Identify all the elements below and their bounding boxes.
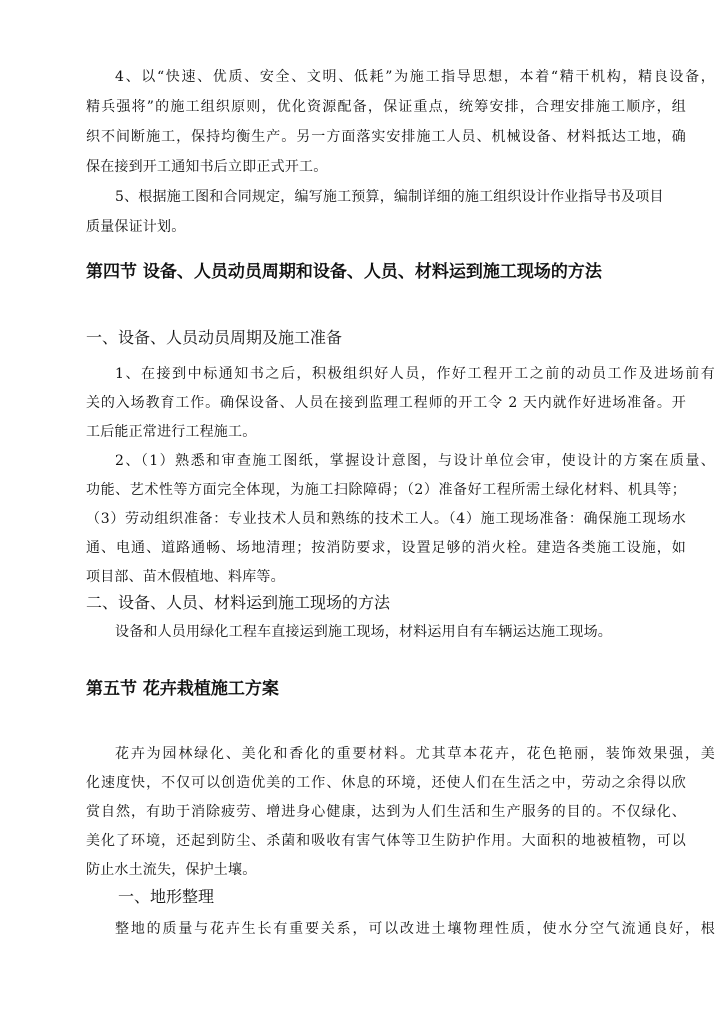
paragraph-line: 1、在接到中标通知书之后，积极组织好人员，作好工程开工之前的动员工作及进场前有 [115,366,715,382]
paragraph-line: 美化了环境，还起到防尘、杀菌和吸收有害气体等卫生防护作用。大面积的地被植物，可以 [86,833,686,849]
paragraph-line: 保在接到开工通知书后立即正式开工。 [86,159,328,175]
paragraph-line: 2、（1）熟悉和审查施工图纸，掌握设计意图，与设计单位会审，使设计的方案在质量、 [115,453,715,469]
paragraph-line: 工后能正常进行工程施工。 [86,424,257,440]
subsection-heading: 二、设备、人员、材料运到施工现场的方法 [86,593,391,612]
paragraph-line: 精兵强将”的施工组织原则，优化资源配备，保证重点，统筹安排，合理安排施工顺序，组 [86,99,686,115]
paragraph-line: 化速度快，不仅可以创造优美的工作、休息的环境，还使人们在生活之中，劳动之余得以欣 [86,775,686,791]
section-heading: 第四节 设备、人员动员周期和设备、人员、材料运到施工现场的方法 [86,262,602,282]
paragraph-line: 4、以“快速、优质、安全、文明、低耗”为施工指导思想，本着“精干机构，精良设备， [115,69,715,85]
paragraph-line: 质量保证计划。 [86,219,186,235]
paragraph-line: 花卉为园林绿化、美化和香化的重要材料。尤其草本花卉，花色艳丽，装饰效果强，美 [115,746,715,762]
paragraph-line: 项目部、苗木假植地、料库等。 [86,569,285,585]
paragraph-line: 通、电通、道路通畅、场地清理；按消防要求，设置足够的消火栓。建造各类施工设施，如 [86,540,686,556]
paragraph-line: 赏自然，有助于消除疲劳、增进身心健康，达到为人们生活和生产服务的目的。不仅绿化、 [86,804,686,820]
paragraph-line: 整地的质量与花卉生长有重要关系，可以改进土壤物理性质，使水分空气流通良好，根 [115,921,715,937]
subsection-heading: 一、地形整理 [118,887,215,906]
paragraph-line: 5、根据施工图和合同规定，编写施工预算，编制详细的施工组织设计作业指导书及项目 [115,189,664,205]
paragraph-line: 设备和人员用绿化工程车直接运到施工现场，材料运用自有车辆运达施工现场。 [115,624,612,640]
paragraph-line: 功能、艺术性等方面完全体现，为施工扫除障碍；（2）准备好工程所需土绿化材料、机具等； [86,482,686,498]
subsection-heading: 一、设备、人员动员周期及施工准备 [86,328,343,347]
paragraph-line: 防止水土流失，保护土壤。 [86,862,257,878]
section-heading: 第五节 花卉栽植施工方案 [86,679,279,699]
paragraph-line: 关的入场教育工作。确保设备、人员在接到监理工程师的开工令 2 天内就作好进场准备。开 [86,395,686,411]
paragraph-line: 织不间断施工，保持均衡生产。另一方面落实安排施工人员、机械设备、材料抵达工地，确 [86,129,686,145]
paragraph-line: （3）劳动组织准备：专业技术人员和熟练的技术工人。（4）施工现场准备：确保施工现场水 [86,511,686,527]
